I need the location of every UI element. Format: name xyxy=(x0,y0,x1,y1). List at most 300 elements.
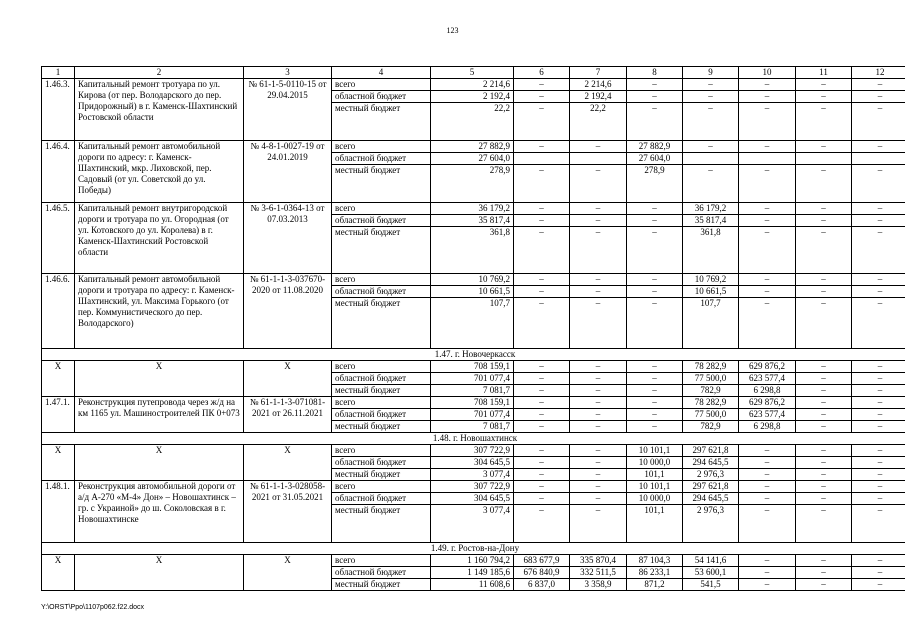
item-code: 1.46.5. xyxy=(42,203,75,274)
budget-label: местный бюджет xyxy=(332,421,431,433)
table-row xyxy=(42,141,905,153)
value-cell: 22,2 xyxy=(431,103,514,141)
table-row xyxy=(42,445,905,457)
value-cell: – xyxy=(514,215,570,227)
value-cell: 10 769,2 xyxy=(431,274,514,286)
value-cell: – xyxy=(796,567,852,579)
value-cell: – xyxy=(796,373,852,385)
value-cell: – xyxy=(796,421,852,433)
value-cell: – xyxy=(570,373,627,385)
value-cell: – xyxy=(796,469,852,481)
column-number: 2 xyxy=(75,67,244,79)
value-cell: – xyxy=(739,215,796,227)
value-cell: – xyxy=(570,203,627,215)
value-cell: – xyxy=(796,203,852,215)
value-cell: 335 870,4 xyxy=(570,555,627,567)
item-code: Х xyxy=(42,361,75,397)
value-cell: – xyxy=(739,165,796,203)
value-cell: – xyxy=(852,373,905,385)
item-code: 1.46.4. xyxy=(42,141,75,203)
budget-label: областной бюджет xyxy=(332,457,431,469)
value-cell: 623 577,4 xyxy=(739,373,796,385)
item-document: № 61-1-5-0110-15 от 29.04.2015 xyxy=(244,79,332,141)
section-row xyxy=(42,543,905,555)
value-cell: – xyxy=(739,481,796,493)
value-cell: – xyxy=(796,79,852,91)
value-cell: 294 645,5 xyxy=(683,493,739,505)
item-document: Х xyxy=(244,361,332,397)
section-title: 1.48. г. Новошахтинск xyxy=(42,433,905,445)
column-number: 3 xyxy=(244,67,332,79)
value-cell: – xyxy=(852,361,905,373)
value-cell: – xyxy=(739,505,796,543)
budget-label: всего xyxy=(332,555,431,567)
value-cell: – xyxy=(514,286,570,298)
item-name: Реконструкция путепровода через ж/д на км 1165 ул. Машиностроителей ПК 0+073 xyxy=(75,397,244,433)
value-cell: – xyxy=(852,385,905,397)
value-cell: – xyxy=(570,445,627,457)
item-name: Х xyxy=(75,361,244,397)
value-cell: – xyxy=(796,493,852,505)
value-cell: – xyxy=(796,165,852,203)
column-number: 1 xyxy=(42,67,75,79)
section-title: 1.49. г. Ростов-на-Дону xyxy=(42,543,905,555)
value-cell: 676 840,9 xyxy=(514,567,570,579)
value-cell: – xyxy=(514,141,570,153)
value-cell: 77 500,0 xyxy=(683,373,739,385)
value-cell: – xyxy=(514,457,570,469)
value-cell: 304 645,5 xyxy=(431,457,514,469)
value-cell: – xyxy=(570,286,627,298)
value-cell: 101,1 xyxy=(627,469,683,481)
budget-label: всего xyxy=(332,79,431,91)
value-cell: 36 179,2 xyxy=(683,203,739,215)
value-cell: – xyxy=(852,203,905,215)
value-cell: 6 298,8 xyxy=(739,385,796,397)
value-cell: – xyxy=(796,409,852,421)
table-row xyxy=(42,203,905,215)
item-code: Х xyxy=(42,445,75,481)
header-row xyxy=(42,67,905,79)
value-cell: – xyxy=(796,555,852,567)
value-cell: – xyxy=(796,141,852,153)
value-cell: 629 876,2 xyxy=(739,361,796,373)
value-cell: – xyxy=(796,445,852,457)
budget-label: местный бюджет xyxy=(332,165,431,203)
item-document: Х xyxy=(244,445,332,481)
value-cell: – xyxy=(739,79,796,91)
value-cell: – xyxy=(627,286,683,298)
value-cell: 2 976,3 xyxy=(683,469,739,481)
value-cell: – xyxy=(570,481,627,493)
value-cell: 27 604,0 xyxy=(431,153,514,165)
value-cell: – xyxy=(796,397,852,409)
value-cell: 278,9 xyxy=(627,165,683,203)
value-cell: – xyxy=(683,79,739,91)
item-document: № 3-6-1-0364-13 от 07.03.2013 xyxy=(244,203,332,274)
value-cell: 7 081,7 xyxy=(431,385,514,397)
value-cell: – xyxy=(627,397,683,409)
value-cell: – xyxy=(739,103,796,141)
value-cell: 35 817,4 xyxy=(431,215,514,227)
value-cell: – xyxy=(627,385,683,397)
value-cell: – xyxy=(852,421,905,433)
value-cell: 10 661,5 xyxy=(683,286,739,298)
budget-label: местный бюджет xyxy=(332,505,431,543)
value-cell: – xyxy=(514,274,570,286)
value-cell: 871,2 xyxy=(627,579,683,591)
value-cell: – xyxy=(739,445,796,457)
value-cell: – xyxy=(852,103,905,141)
value-cell: 35 817,4 xyxy=(683,215,739,227)
value-cell: – xyxy=(570,457,627,469)
value-cell: – xyxy=(627,227,683,274)
value-cell: – xyxy=(852,397,905,409)
value-cell: 683 677,9 xyxy=(514,555,570,567)
value-cell: – xyxy=(739,274,796,286)
item-document: № 4-8-1-0027-19 от 24.01.2019 xyxy=(244,141,332,203)
column-number: 9 xyxy=(683,67,739,79)
value-cell: 2 192,4 xyxy=(570,91,627,103)
budget-label: всего xyxy=(332,397,431,409)
table-row xyxy=(42,481,905,493)
column-number: 12 xyxy=(852,67,905,79)
item-name: Капитальный ремонт автомобильной дороги и тротуара по адресу: г. Каменск-Шахтинский, ул. Максима Горького (от пер. Коммунистического до пер. Володарского) xyxy=(75,274,244,349)
value-cell: – xyxy=(570,215,627,227)
value-cell: – xyxy=(796,579,852,591)
value-cell xyxy=(852,153,905,165)
value-cell: – xyxy=(514,203,570,215)
item-document: Х xyxy=(244,555,332,591)
value-cell: – xyxy=(570,298,627,349)
value-cell: – xyxy=(514,505,570,543)
column-number: 11 xyxy=(796,67,852,79)
budget-table xyxy=(41,66,905,591)
value-cell: – xyxy=(739,91,796,103)
value-cell: 77 500,0 xyxy=(683,409,739,421)
value-cell: – xyxy=(739,286,796,298)
value-cell: – xyxy=(683,141,739,153)
item-document: № 61-1-1-3-071081-2021 от 26.11.2021 xyxy=(244,397,332,433)
budget-label: всего xyxy=(332,203,431,215)
value-cell: 6 837,0 xyxy=(514,579,570,591)
value-cell: – xyxy=(852,481,905,493)
value-cell: – xyxy=(570,274,627,286)
item-name: Х xyxy=(75,555,244,591)
value-cell: 36 179,2 xyxy=(431,203,514,215)
value-cell: – xyxy=(852,567,905,579)
value-cell: – xyxy=(683,91,739,103)
value-cell: – xyxy=(852,165,905,203)
value-cell: – xyxy=(852,409,905,421)
value-cell: – xyxy=(627,373,683,385)
value-cell: – xyxy=(739,141,796,153)
value-cell: 708 159,1 xyxy=(431,397,514,409)
budget-label: местный бюджет xyxy=(332,469,431,481)
value-cell: – xyxy=(796,286,852,298)
page-number: 123 xyxy=(446,26,459,35)
value-cell xyxy=(683,153,739,165)
column-number: 8 xyxy=(627,67,683,79)
value-cell: – xyxy=(627,103,683,141)
value-cell: – xyxy=(852,215,905,227)
value-cell: – xyxy=(627,361,683,373)
value-cell: 623 577,4 xyxy=(739,409,796,421)
value-cell: – xyxy=(852,505,905,543)
value-cell: 1 149 185,6 xyxy=(431,567,514,579)
value-cell xyxy=(514,153,570,165)
budget-label: областной бюджет xyxy=(332,286,431,298)
value-cell: 10 101,1 xyxy=(627,481,683,493)
value-cell: 86 233,1 xyxy=(627,567,683,579)
value-cell: – xyxy=(739,567,796,579)
budget-label: местный бюджет xyxy=(332,103,431,141)
value-cell: 27 604,0 xyxy=(627,153,683,165)
value-cell: 278,9 xyxy=(431,165,514,203)
value-cell: 3 358,9 xyxy=(570,579,627,591)
value-cell: – xyxy=(514,481,570,493)
value-cell: – xyxy=(570,421,627,433)
value-cell: – xyxy=(683,165,739,203)
value-cell: – xyxy=(852,274,905,286)
value-cell: – xyxy=(739,579,796,591)
item-name: Капитальный ремонт тротуара по ул. Кирова (от пер. Володарского до пер. Придорожный) в г. Каменск-Шахтинский Ростовской области xyxy=(75,79,244,141)
item-code: 1.47.1. xyxy=(42,397,75,433)
value-cell: 10 661,5 xyxy=(431,286,514,298)
value-cell: 6 298,8 xyxy=(739,421,796,433)
value-cell: – xyxy=(852,79,905,91)
value-cell: – xyxy=(570,469,627,481)
value-cell: – xyxy=(627,409,683,421)
value-cell: – xyxy=(514,103,570,141)
value-cell: 54 141,6 xyxy=(683,555,739,567)
value-cell: – xyxy=(852,469,905,481)
value-cell: – xyxy=(570,409,627,421)
budget-label: всего xyxy=(332,141,431,153)
value-cell: – xyxy=(796,481,852,493)
table-row xyxy=(42,397,905,409)
value-cell: – xyxy=(514,421,570,433)
item-name: Х xyxy=(75,445,244,481)
value-cell: – xyxy=(739,298,796,349)
item-code: 1.46.3. xyxy=(42,79,75,141)
value-cell: 701 077,4 xyxy=(431,373,514,385)
value-cell: 10 000,0 xyxy=(627,493,683,505)
value-cell: 294 645,5 xyxy=(683,457,739,469)
budget-label: областной бюджет xyxy=(332,493,431,505)
item-name: Капитальный ремонт внутригородской дороги и тротуара по ул. Огородная (от ул. Котовского до ул. Королева) в г. Каменск-Шахтинский Ростовской области xyxy=(75,203,244,274)
value-cell: – xyxy=(739,203,796,215)
value-cell: – xyxy=(852,141,905,153)
value-cell: – xyxy=(852,227,905,274)
value-cell: – xyxy=(570,361,627,373)
value-cell: 782,9 xyxy=(683,421,739,433)
value-cell: 2 192,4 xyxy=(431,91,514,103)
value-cell: – xyxy=(796,91,852,103)
value-cell: – xyxy=(852,91,905,103)
budget-label: областной бюджет xyxy=(332,409,431,421)
value-cell: – xyxy=(570,397,627,409)
budget-label: местный бюджет xyxy=(332,298,431,349)
value-cell: 297 621,8 xyxy=(683,481,739,493)
column-number: 7 xyxy=(570,67,627,79)
budget-label: всего xyxy=(332,445,431,457)
value-cell: – xyxy=(796,505,852,543)
budget-label: областной бюджет xyxy=(332,215,431,227)
value-cell: 2 976,3 xyxy=(683,505,739,543)
table-row xyxy=(42,361,905,373)
section-row xyxy=(42,349,905,361)
value-cell: 10 101,1 xyxy=(627,445,683,457)
value-cell: 307 722,9 xyxy=(431,481,514,493)
value-cell: – xyxy=(739,493,796,505)
value-cell: 10 769,2 xyxy=(683,274,739,286)
value-cell: 27 882,9 xyxy=(627,141,683,153)
value-cell: 10 000,0 xyxy=(627,457,683,469)
value-cell: – xyxy=(514,298,570,349)
column-number: 10 xyxy=(739,67,796,79)
value-cell: – xyxy=(514,397,570,409)
section-title: 1.47. г. Новочеркасск xyxy=(42,349,905,361)
item-code: 1.46.6. xyxy=(42,274,75,349)
value-cell: 701 077,4 xyxy=(431,409,514,421)
value-cell: 53 600,1 xyxy=(683,567,739,579)
column-number: 4 xyxy=(332,67,431,79)
value-cell: – xyxy=(852,457,905,469)
value-cell: 101,1 xyxy=(627,505,683,543)
budget-label: областной бюджет xyxy=(332,567,431,579)
value-cell: – xyxy=(514,469,570,481)
value-cell: – xyxy=(739,227,796,274)
value-cell: – xyxy=(514,227,570,274)
value-cell: – xyxy=(796,457,852,469)
value-cell: – xyxy=(514,79,570,91)
budget-label: всего xyxy=(332,274,431,286)
value-cell: – xyxy=(739,469,796,481)
file-path-footer: Y:\ORST\Ppo\1107p062.f22.docx xyxy=(41,604,144,611)
value-cell: 2 214,6 xyxy=(570,79,627,91)
value-cell: – xyxy=(627,215,683,227)
value-cell: 78 282,9 xyxy=(683,397,739,409)
value-cell: – xyxy=(796,227,852,274)
value-cell: – xyxy=(852,555,905,567)
value-cell: – xyxy=(627,79,683,91)
value-cell: 1 160 794,2 xyxy=(431,555,514,567)
value-cell: – xyxy=(514,493,570,505)
value-cell: 782,9 xyxy=(683,385,739,397)
value-cell: 11 608,6 xyxy=(431,579,514,591)
value-cell: – xyxy=(852,286,905,298)
value-cell: 78 282,9 xyxy=(683,361,739,373)
value-cell: – xyxy=(570,385,627,397)
value-cell xyxy=(570,153,627,165)
value-cell: 3 077,4 xyxy=(431,505,514,543)
value-cell: 22,2 xyxy=(570,103,627,141)
item-name: Реконструкция автомобильной дороги от а/д А-270 «М-4» Дон» – Новошахтинск – гр. с Украиной» до ш. Соколовская в г. Новошахтинске xyxy=(75,481,244,543)
value-cell: 107,7 xyxy=(431,298,514,349)
table-row xyxy=(42,274,905,286)
column-number: 5 xyxy=(431,67,514,79)
value-cell: – xyxy=(514,165,570,203)
value-cell: – xyxy=(796,103,852,141)
value-cell: – xyxy=(514,409,570,421)
value-cell: – xyxy=(627,421,683,433)
section-row xyxy=(42,433,905,445)
value-cell: – xyxy=(627,203,683,215)
table-row xyxy=(42,79,905,91)
value-cell: 87 104,3 xyxy=(627,555,683,567)
value-cell: – xyxy=(796,385,852,397)
column-number: 6 xyxy=(514,67,570,79)
value-cell: 3 077,4 xyxy=(431,469,514,481)
value-cell: 708 159,1 xyxy=(431,361,514,373)
budget-label: всего xyxy=(332,481,431,493)
value-cell: – xyxy=(514,373,570,385)
budget-label: областной бюджет xyxy=(332,91,431,103)
value-cell: 304 645,5 xyxy=(431,493,514,505)
value-cell: – xyxy=(570,493,627,505)
value-cell: 297 621,8 xyxy=(683,445,739,457)
value-cell: 361,8 xyxy=(431,227,514,274)
value-cell: – xyxy=(570,141,627,153)
value-cell: – xyxy=(627,274,683,286)
value-cell: – xyxy=(627,298,683,349)
budget-label: всего xyxy=(332,361,431,373)
value-cell: 361,8 xyxy=(683,227,739,274)
value-cell xyxy=(796,153,852,165)
value-cell: – xyxy=(852,445,905,457)
value-cell: 27 882,9 xyxy=(431,141,514,153)
budget-label: местный бюджет xyxy=(332,227,431,274)
value-cell: – xyxy=(570,165,627,203)
value-cell: – xyxy=(683,103,739,141)
value-cell: – xyxy=(796,215,852,227)
value-cell: – xyxy=(852,298,905,349)
table-row xyxy=(42,555,905,567)
value-cell: – xyxy=(739,555,796,567)
value-cell: 2 214,6 xyxy=(431,79,514,91)
value-cell: – xyxy=(852,493,905,505)
value-cell: 332 511,5 xyxy=(570,567,627,579)
budget-label: местный бюджет xyxy=(332,579,431,591)
item-code: Х xyxy=(42,555,75,591)
value-cell: 307 722,9 xyxy=(431,445,514,457)
value-cell: – xyxy=(739,457,796,469)
value-cell: – xyxy=(627,91,683,103)
budget-label: областной бюджет xyxy=(332,373,431,385)
value-cell xyxy=(739,153,796,165)
value-cell: – xyxy=(570,227,627,274)
item-document: № 61-1-1-3-037670-2020 от 11.08.2020 xyxy=(244,274,332,349)
value-cell: – xyxy=(796,298,852,349)
value-cell: – xyxy=(514,91,570,103)
budget-label: местный бюджет xyxy=(332,385,431,397)
value-cell: – xyxy=(852,579,905,591)
value-cell: – xyxy=(514,385,570,397)
value-cell: 629 876,2 xyxy=(739,397,796,409)
value-cell: – xyxy=(514,445,570,457)
value-cell: 107,7 xyxy=(683,298,739,349)
item-code: 1.48.1. xyxy=(42,481,75,543)
value-cell: – xyxy=(514,361,570,373)
budget-label: областной бюджет xyxy=(332,153,431,165)
value-cell: 7 081,7 xyxy=(431,421,514,433)
value-cell: – xyxy=(796,274,852,286)
value-cell: 541,5 xyxy=(683,579,739,591)
item-name: Капитальный ремонт автомобильной дороги по адресу: г. Каменск-Шахтинский, мкр. Лиховской, пер. Садовый (от ул. Советской до ул. Победы) xyxy=(75,141,244,203)
value-cell: – xyxy=(796,361,852,373)
value-cell: – xyxy=(570,505,627,543)
